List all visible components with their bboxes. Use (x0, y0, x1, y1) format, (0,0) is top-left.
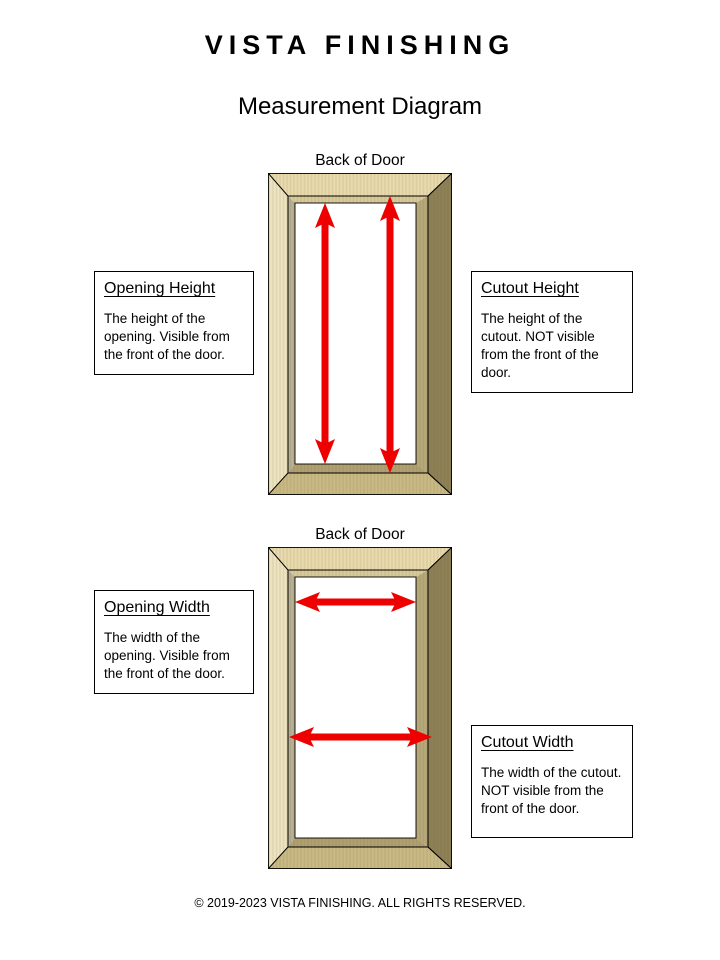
opening-height-description: The height of the opening. Visible from the front of the door. (104, 311, 230, 362)
opening-width-note-box (94, 590, 254, 694)
copyright-notice: © 2019-2023 VISTA FINISHING. ALL RIGHTS RESERVED. (194, 896, 526, 910)
opening-height-note-box (94, 271, 254, 375)
door-frame-graphic (268, 547, 452, 869)
cutout-height-description: The height of the cutout. NOT visible from the front of the door. (481, 311, 599, 380)
wood-frame (268, 173, 452, 495)
door-label-width-diagram: Back of Door (315, 526, 405, 543)
page-title: Measurement Diagram (237, 93, 483, 120)
door-frame-graphic (268, 173, 452, 495)
cutout-width-description: The width of the cutout. NOT visible from the front of the door. (481, 765, 622, 816)
brand-title: VISTA FINISHING (204, 30, 516, 60)
opening-width-heading: Opening Width (104, 599, 210, 616)
cutout-width-note-box (471, 725, 633, 838)
cutout-height-heading: Cutout Height (481, 280, 579, 297)
cutout-width-heading: Cutout Width (481, 734, 574, 751)
wood-frame (268, 547, 452, 869)
door-frame-width-diagram (268, 547, 452, 869)
door-label-height-diagram: Back of Door (315, 152, 405, 169)
door-frame-height-diagram (268, 173, 452, 495)
opening-width-description: The width of the opening. Visible from the front of the door. (104, 630, 230, 681)
cutout-height-note-box (471, 271, 633, 393)
opening-height-heading: Opening Height (104, 280, 216, 297)
